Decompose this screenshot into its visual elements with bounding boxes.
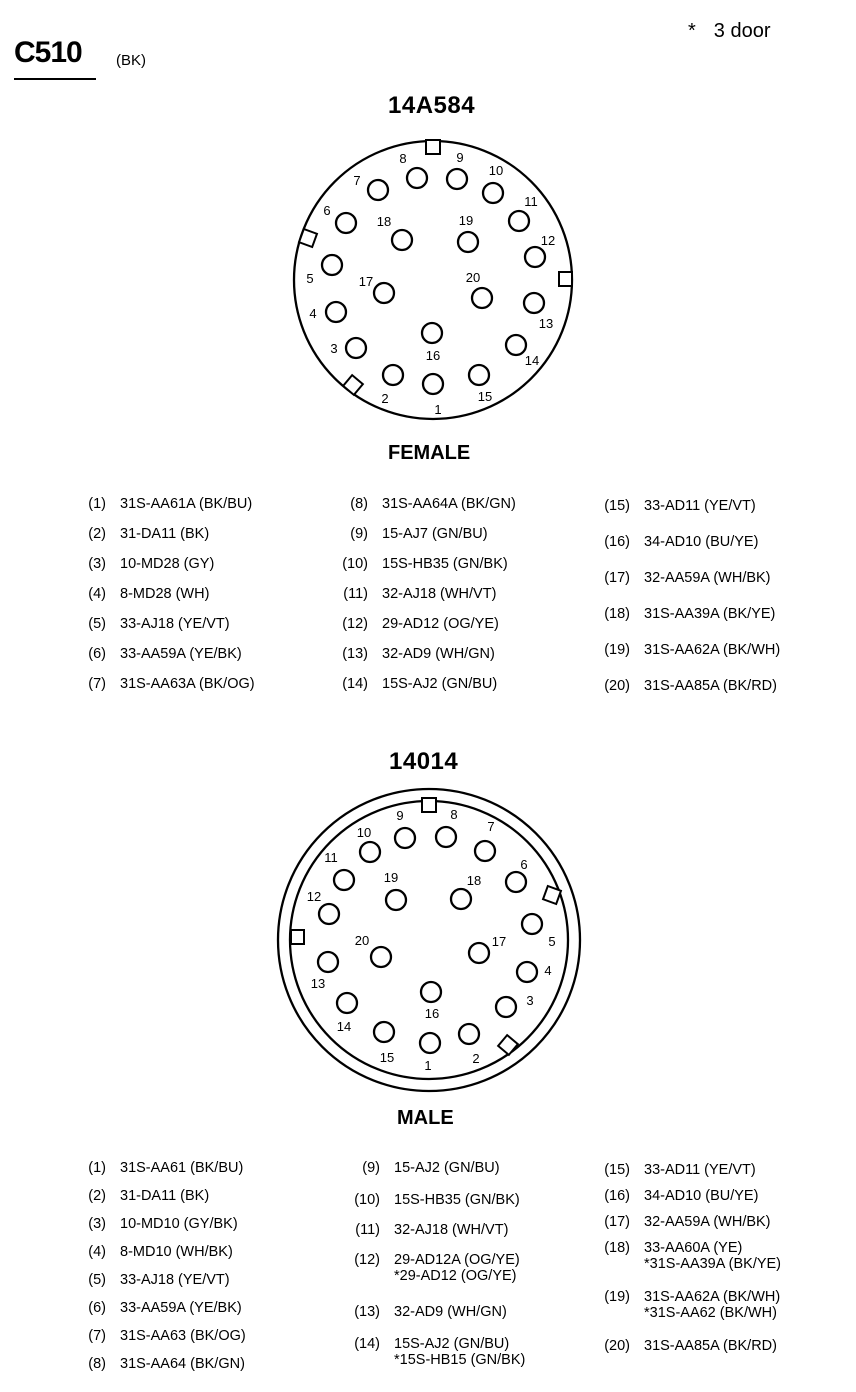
female-wire-code: 33-AJ18 (YE/VT) xyxy=(120,616,230,632)
female-wire-pin: (19) xyxy=(604,642,630,658)
male-wire-row xyxy=(346,1304,507,1320)
male-pin xyxy=(506,872,526,892)
male-wire-row xyxy=(596,1289,780,1321)
male-wire-alt-code: *31S-AA39A (BK/YE) xyxy=(644,1256,782,1272)
male-wire-code: 31S-AA61 (BK/BU) xyxy=(120,1160,244,1176)
female-wire-pin: (4) xyxy=(88,586,106,602)
male-wire-pin: (5) xyxy=(88,1272,106,1288)
female-wire-code: 31S-AA62A (BK/WH) xyxy=(644,642,781,658)
male-wire-row xyxy=(596,1214,771,1230)
male-pin-number: 8 xyxy=(450,807,458,822)
female-pin-number: 4 xyxy=(309,306,317,321)
male-wire-code: 15S-HB35 (GN/BK) xyxy=(394,1192,520,1208)
female-wire-code: 32-AJ18 (WH/VT) xyxy=(382,586,497,602)
male-wire-pin: (14) xyxy=(354,1336,380,1352)
female-label: FEMALE xyxy=(388,442,471,464)
female-wire-code: 8-MD28 (WH) xyxy=(120,586,210,602)
male-wire-pin: (11) xyxy=(355,1222,380,1238)
connector-id: C510 xyxy=(14,36,82,69)
male-wire-code: 33-AA59A (YE/BK) xyxy=(120,1300,242,1316)
female-pin-number: 2 xyxy=(381,391,389,406)
male-wire-row xyxy=(72,1188,209,1204)
male-wire-alt-code: *15S-HB15 (GN/BK) xyxy=(394,1352,526,1368)
female-pin-number: 12 xyxy=(540,233,556,248)
male-wire-code: 15S-AJ2 (GN/BU) xyxy=(394,1336,510,1352)
male-pin xyxy=(318,952,338,972)
female-wire-pin: (18) xyxy=(604,606,630,622)
female-pin-number: 10 xyxy=(488,163,504,178)
female-wire-pin: (5) xyxy=(88,616,106,632)
male-wire-row xyxy=(596,1162,756,1178)
female-wire-pin: (2) xyxy=(88,526,106,542)
male-pin-number: 9 xyxy=(396,808,404,823)
male-pin-number: 12 xyxy=(306,889,322,904)
female-wire-pin: (14) xyxy=(342,676,368,692)
male-part-number: 14014 xyxy=(389,748,459,775)
male-wire-code: 33-AJ18 (YE/VT) xyxy=(120,1272,230,1288)
female-wire-pin: (1) xyxy=(88,496,106,512)
male-pin xyxy=(360,842,380,862)
female-wire-pin: (3) xyxy=(88,556,106,572)
male-wire-code: 33-AA60A (YE) xyxy=(644,1240,743,1256)
male-wire-pin: (13) xyxy=(354,1304,380,1320)
male-label: MALE xyxy=(397,1107,454,1129)
female-wire-pin: (12) xyxy=(342,616,368,632)
female-pin-number: 19 xyxy=(458,213,474,228)
male-pin xyxy=(522,914,542,934)
male-wire-code: 32-AD9 (WH/GN) xyxy=(394,1304,507,1320)
male-wire-pin: (4) xyxy=(88,1244,106,1260)
male-pin-number: 5 xyxy=(548,934,556,949)
female-wire-code: 31S-AA39A (BK/YE) xyxy=(644,606,776,622)
male-wire-code: 10-MD10 (GY/BK) xyxy=(120,1216,238,1232)
male-pin xyxy=(420,1033,440,1053)
male-wire-pin: (3) xyxy=(88,1216,106,1232)
male-pin-number: 13 xyxy=(310,976,326,991)
male-pin xyxy=(395,828,415,848)
male-wire-row xyxy=(72,1356,245,1372)
male-wire-pin: (19) xyxy=(604,1289,630,1305)
male-wire-row xyxy=(72,1160,243,1176)
female-pin-number: 11 xyxy=(524,194,538,209)
male-wire-row xyxy=(72,1244,233,1260)
female-wire-code: 33-AA59A (YE/BK) xyxy=(120,646,242,662)
male-pin xyxy=(496,997,516,1017)
female-wire-pin: (11) xyxy=(343,586,368,602)
female-pin-number: 5 xyxy=(306,271,314,286)
male-wire-row xyxy=(72,1328,246,1344)
male-wire-pin: (10) xyxy=(354,1192,380,1208)
male-wire-pin: (17) xyxy=(604,1214,630,1230)
male-pin xyxy=(386,890,406,910)
male-pin-number: 17 xyxy=(491,934,507,949)
female-wire-code: 31S-AA64A (BK/GN) xyxy=(382,496,516,512)
note-symbol: * xyxy=(688,20,696,42)
male-wire-row xyxy=(346,1160,500,1176)
male-wire-pin: (8) xyxy=(88,1356,106,1372)
male-pin-number: 2 xyxy=(472,1051,480,1066)
male-wire-code: 34-AD10 (BU/YE) xyxy=(644,1188,759,1204)
male-wire-code: 8-MD10 (WH/BK) xyxy=(120,1244,233,1260)
male-key-notch xyxy=(291,930,304,944)
female-wire-code: 32-AA59A (WH/BK) xyxy=(644,570,771,586)
male-wire-pin: (18) xyxy=(604,1240,630,1256)
male-pin-number: 3 xyxy=(526,993,534,1008)
male-pin xyxy=(334,870,354,890)
female-wire-pin: (7) xyxy=(88,676,106,692)
female-wire-pin: (17) xyxy=(604,570,630,586)
male-pin-number: 19 xyxy=(383,870,399,885)
female-wire-code: 31S-AA63A (BK/OG) xyxy=(120,676,255,692)
female-wire-code: 32-AD9 (WH/GN) xyxy=(382,646,495,662)
note-text: 3 door xyxy=(713,20,771,42)
male-pin-number: 6 xyxy=(520,857,528,872)
female-pin-number: 7 xyxy=(353,173,361,188)
male-pin-number: 11 xyxy=(324,850,338,865)
female-pin-number: 18 xyxy=(376,214,392,229)
male-pin xyxy=(371,947,391,967)
male-pin-number: 1 xyxy=(424,1058,432,1073)
female-wire-code: 10-MD28 (GY) xyxy=(120,556,215,572)
female-pin-number: 8 xyxy=(399,151,407,166)
male-pin xyxy=(475,841,495,861)
male-pin xyxy=(436,827,456,847)
male-wire-pin: (9) xyxy=(362,1160,380,1176)
male-pin xyxy=(421,982,441,1002)
male-wire-pin: (16) xyxy=(604,1188,630,1204)
male-pin-number: 14 xyxy=(336,1019,352,1034)
male-wire-row xyxy=(72,1216,238,1232)
female-pin-number: 14 xyxy=(524,353,540,368)
male-pin xyxy=(319,904,339,924)
female-wire-pin: (20) xyxy=(604,678,630,694)
male-wire-code: 32-AA59A (WH/BK) xyxy=(644,1214,771,1230)
female-wire-code: 31-DA11 (BK) xyxy=(120,526,210,542)
male-wire-row xyxy=(346,1252,520,1284)
male-wire-row xyxy=(346,1222,508,1238)
female-pin-number: 13 xyxy=(538,316,554,331)
female-pin-number: 1 xyxy=(434,402,442,417)
female-wire-pin: (10) xyxy=(342,556,368,572)
male-pin-number: 18 xyxy=(466,873,482,888)
female-wire-code: 15S-AJ2 (GN/BU) xyxy=(382,676,498,692)
male-wire-row xyxy=(596,1188,758,1204)
connector-color: (BK) xyxy=(116,52,146,69)
female-part-number: 14A584 xyxy=(388,92,476,119)
male-wire-pin: (6) xyxy=(88,1300,106,1316)
female-wire-pin: (8) xyxy=(350,496,368,512)
male-key-notch xyxy=(422,798,436,812)
female-pin-number: 16 xyxy=(425,348,441,363)
female-wire-code: 31S-AA85A (BK/RD) xyxy=(644,678,777,694)
female-wire-pin: (13) xyxy=(342,646,368,662)
male-wire-code: 31S-AA64 (BK/GN) xyxy=(120,1356,245,1372)
female-wire-pin: (9) xyxy=(350,526,368,542)
male-wire-code: 29-AD12A (OG/YE) xyxy=(394,1252,520,1268)
male-pin xyxy=(469,943,489,963)
female-wire-code: 34-AD10 (BU/YE) xyxy=(644,534,759,550)
male-pin-number: 4 xyxy=(544,963,552,978)
female-wire-pin: (15) xyxy=(604,498,630,514)
male-wire-alt-code: *31S-AA62 (BK/WH) xyxy=(644,1305,777,1321)
male-wire-pin: (2) xyxy=(88,1188,106,1204)
male-wire-code: 31S-AA62A (BK/WH) xyxy=(644,1289,781,1305)
male-wire-row xyxy=(72,1300,242,1316)
male-wire-code: 33-AD11 (YE/VT) xyxy=(644,1162,756,1178)
male-wire-code: 32-AJ18 (WH/VT) xyxy=(394,1222,509,1238)
male-pin-number: 7 xyxy=(487,819,495,834)
female-pin-number: 9 xyxy=(456,150,464,165)
male-pin-number: 20 xyxy=(354,933,370,948)
male-wire-row xyxy=(596,1240,781,1272)
male-wire-alt-code: *29-AD12 (OG/YE) xyxy=(394,1268,517,1284)
male-pin xyxy=(517,962,537,982)
female-wire-pin: (16) xyxy=(604,534,630,550)
male-wire-code: 31S-AA63 (BK/OG) xyxy=(120,1328,246,1344)
female-wire-code: 31S-AA61A (BK/BU) xyxy=(120,496,253,512)
male-wire-row xyxy=(346,1192,520,1208)
male-pin xyxy=(459,1024,479,1044)
male-pin-number: 16 xyxy=(424,1006,440,1021)
male-wire-pin: (12) xyxy=(354,1252,380,1268)
male-pin xyxy=(337,993,357,1013)
male-wire-row xyxy=(72,1272,230,1288)
female-wire-code: 15-AJ7 (GN/BU) xyxy=(382,526,488,542)
male-wire-pin: (7) xyxy=(88,1328,106,1344)
female-wire-code: 29-AD12 (OG/YE) xyxy=(382,616,499,632)
male-wire-pin: (15) xyxy=(604,1162,630,1178)
female-pin-number: 20 xyxy=(465,270,481,285)
male-pin-number: 15 xyxy=(379,1050,395,1065)
male-pin-number: 10 xyxy=(356,825,372,840)
male-wire-row xyxy=(596,1338,777,1354)
male-pin xyxy=(451,889,471,909)
female-wire-code: 15S-HB35 (GN/BK) xyxy=(382,556,508,572)
male-wire-pin: (1) xyxy=(88,1160,106,1176)
female-pin-number: 6 xyxy=(323,203,331,218)
male-wire-code: 31-DA11 (BK) xyxy=(120,1188,210,1204)
female-wire-pin: (6) xyxy=(88,646,106,662)
female-pin-number: 17 xyxy=(358,274,374,289)
male-pin xyxy=(374,1022,394,1042)
male-wire-code: 31S-AA85A (BK/RD) xyxy=(644,1338,777,1354)
female-wire-code: 33-AD11 (YE/VT) xyxy=(644,498,756,514)
male-wire-row xyxy=(346,1336,525,1368)
female-pin-number: 3 xyxy=(330,341,338,356)
male-wire-code: 15-AJ2 (GN/BU) xyxy=(394,1160,500,1176)
male-wire-pin: (20) xyxy=(604,1338,630,1354)
female-pin-number: 15 xyxy=(477,389,493,404)
